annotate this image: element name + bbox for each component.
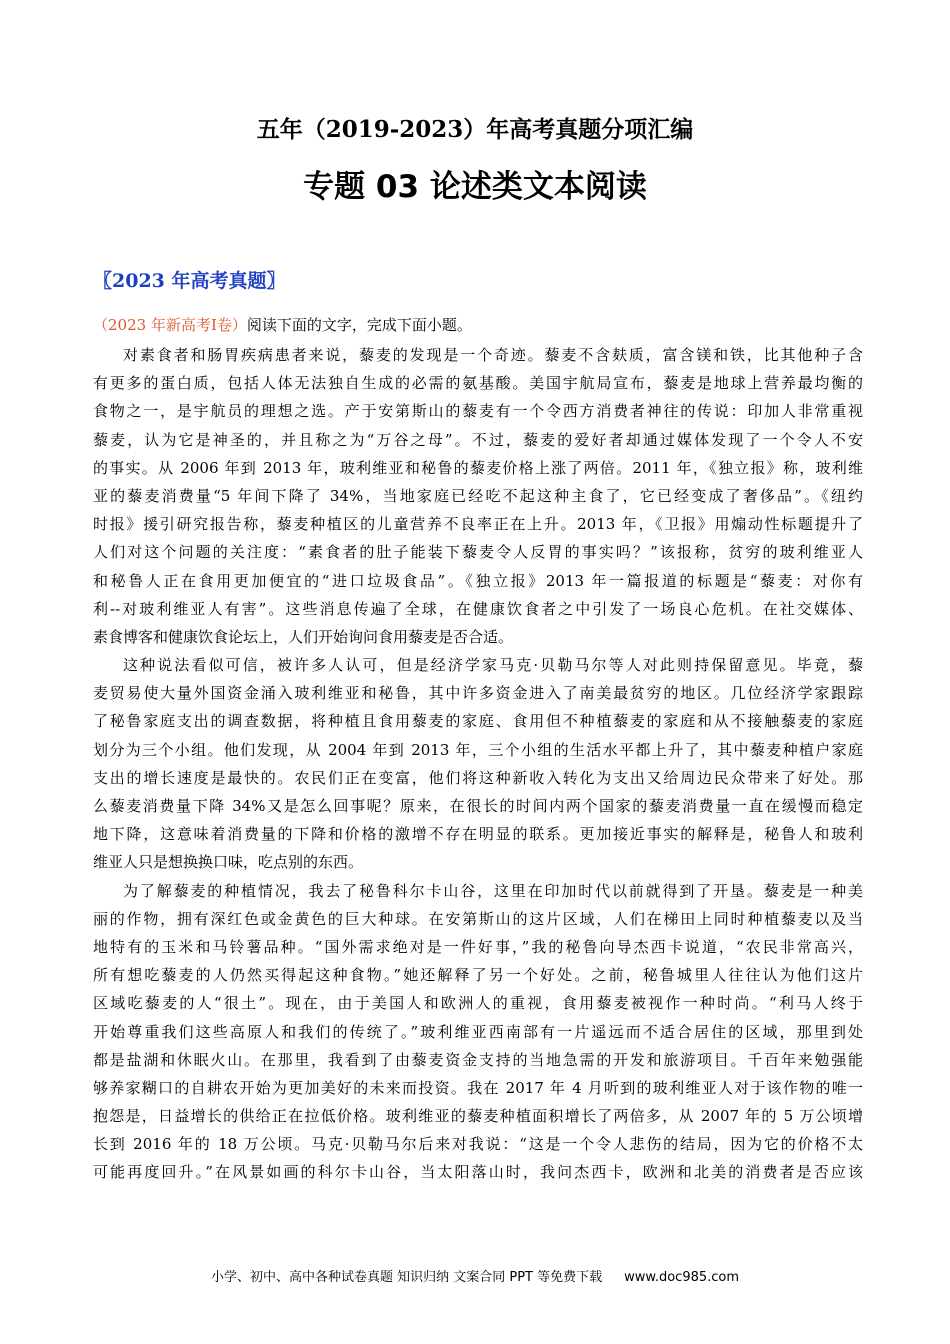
passage-line: 都是盐湖和休眠火山。在那里，我看到了由藜麦资金支持的当地急需的开发和旅游项目。千百年来勉强能	[93, 1050, 863, 1069]
passage-line: 麦贸易使大量外国资金涌入玻利维亚和秘鲁，其中许多资金进入了南美最贫穷的地区。几位经济学家跟踪	[93, 684, 863, 703]
passage-line: 地特有的玉米和马铃薯品种。“国外需求绝对是一件好事，”我的秘鲁向导杰西卡说道，“农民非常高兴，	[93, 937, 863, 956]
topic-title: 专题 03 论述类文本阅读	[303, 169, 647, 205]
page-footer	[0, 1268, 950, 1288]
passage-line: 有更多的蛋白质，包括人体无法独自生成的必需的氨基酸。美国宇航局宣布，藜麦是地球上营养最均衡的	[93, 374, 863, 393]
passage-line: 时报》援引研究报告称，藜麦种植区的儿童营养不良率正在上升。2013 年，《卫报》用煽动性标题提升了	[93, 515, 863, 534]
passage-line: 划分为三个小组。他们发现，从 2004 年到 2013 年，三个小组的生活水平都上升了，其中藜麦种植户家庭	[93, 740, 863, 759]
passage-paragraph-1	[93, 341, 863, 651]
exam-source-tag: （2023 年新高考Ⅰ卷）	[93, 316, 247, 334]
passage-line: 食物之一，是宇航员的理想之选。产于安第斯山的藜麦有一个令西方消费者神往的传说：印加人非常重视	[93, 402, 863, 421]
section-heading: 〖2023 年高考真题〗	[93, 270, 286, 292]
passage-line: 利--对玻利维亚人有害”。这些消息传遍了全球，在健康饮食者之中引发了一场良心危机。在社交媒体、	[93, 599, 863, 618]
passage-line: 了秘鲁家庭支出的调查数据，将种植且食用藜麦的家庭、食用但不种植藜麦的家庭和从不接触藜麦的家庭	[93, 712, 863, 731]
passage-paragraph-2	[93, 651, 863, 877]
passage-line: 为了解藜麦的种植情况，我去了秘鲁科尔卡山谷，这里在印加时代以前就得到了开垦。藜麦是一种美	[123, 881, 863, 900]
passage-line: 素食博客和健康饮食论坛上，人们开始询问食用藜麦是否合适。	[93, 627, 514, 646]
passage-line: 所有想吃藜麦的人仍然买得起这种食物。”她还解释了另一个好处。之前，秘鲁城里人往往认为他们这片	[93, 966, 863, 985]
passage-line: 么藜麦消费量下降 34%又是怎么回事呢？原来，在很长的时间内两个国家的藜麦消费量一直在缓慢而稳定	[93, 797, 863, 815]
passage-line: 丽的作物，拥有深红色或金黄色的巨大种球。在安第斯山的这片区域，人们在梯田上同时种植藜麦以及当	[93, 909, 863, 928]
passage-line: 藜麦，认为它是神圣的，并且称之为“万谷之母”。不过，藜麦的爱好者却通过媒体发现了一个令人不安	[93, 430, 863, 449]
passage-body	[93, 341, 863, 1187]
passage-line: 地下降，这意味着消费量的下降和价格的激增不存在明显的联系。更加接近事实的解释是，秘鲁人和玻利	[93, 825, 863, 844]
passage-line: 开始尊重我们这些高原人和我们的传统了。”玻利维亚西南部有一片遥远而不适合居住的区域，那里到处	[93, 1022, 863, 1041]
passage-line: 区域吃藜麦的人“很土”。现在，由于美国人和欧洲人的重视，食用藜麦被视作一种时尚。“利马人终于	[93, 994, 863, 1013]
passage-paragraph-3	[93, 877, 863, 1187]
passage-line: 维亚人只是想换换口味，吃点别的东西。	[93, 853, 364, 872]
question-intro	[93, 314, 472, 336]
passage-line: 和秘鲁人正在食用更加便宜的“进口垃圾食品”。《独立报》2013 年一篇报道的标题是“藜麦：对你有	[93, 571, 863, 590]
passage-line: 长到 2016 年的 18 万公顷。马克·贝勒马尔后来对我说：“这是一个令人悲伤的结局，因为它的价格不太	[93, 1135, 863, 1154]
passage-line: 这种说法看似可信，被许多人认可，但是经济学家马克·贝勒马尔等人对此则持保留意见。毕竟，藜	[123, 656, 863, 675]
question-instruction: 阅读下面的文字，完成下面小题。	[246, 316, 472, 334]
passage-line: 对素食者和肠胃疾病患者来说，藜麦的发现是一个奇迹。藜麦不含麸质，富含镁和铁，比其他种子含	[123, 346, 863, 364]
passage-line: 可能再度回升。”在风景如画的科尔卡山谷，当太阳落山时，我问杰西卡，欧洲和北美的消费者是否应该	[93, 1163, 863, 1182]
series-title: 五年（2019-2023）年高考真题分项汇编	[256, 116, 694, 143]
passage-line: 的事实。从 2006 年到 2013 年，玻利维亚和秘鲁的藜麦价格上涨了两倍。2011 年，《独立报》称，玻利维	[93, 458, 863, 477]
footer-text: 小学、初中、高中各种试卷真题 知识归纳 文案合同 PPT 等免费下载	[210, 1270, 603, 1285]
passage-line: 人们对这个问题的关注度：“素食者的肚子能装下藜麦令人反胃的事实吗？”该报称，贫穷的玻利维亚人	[93, 543, 863, 562]
passage-line: 支出的增长速度是最快的。农民们正在变富，他们将这种新收入转化为支出又给周边民众带来了好处。那	[93, 768, 863, 787]
passage-line: 抱怨是，日益增长的供给正在拉低价格。玻利维亚的藜麦种植面积增长了两倍多，从 2007 年的 5 万公顷增	[93, 1107, 863, 1126]
passage-line: 亚的藜麦消费量“5 年间下降了 34%，当地家庭已经吃不起这种主食了，它已经变成了奢侈品”。《纽约	[93, 486, 863, 505]
footer-url-link[interactable]: www.doc985.com	[624, 1270, 740, 1285]
passage-line: 够养家糊口的自耕农开始为更加美好的未来而投资。我在 2017 年 4 月听到的玻利维亚人对于该作物的唯一	[93, 1078, 863, 1097]
